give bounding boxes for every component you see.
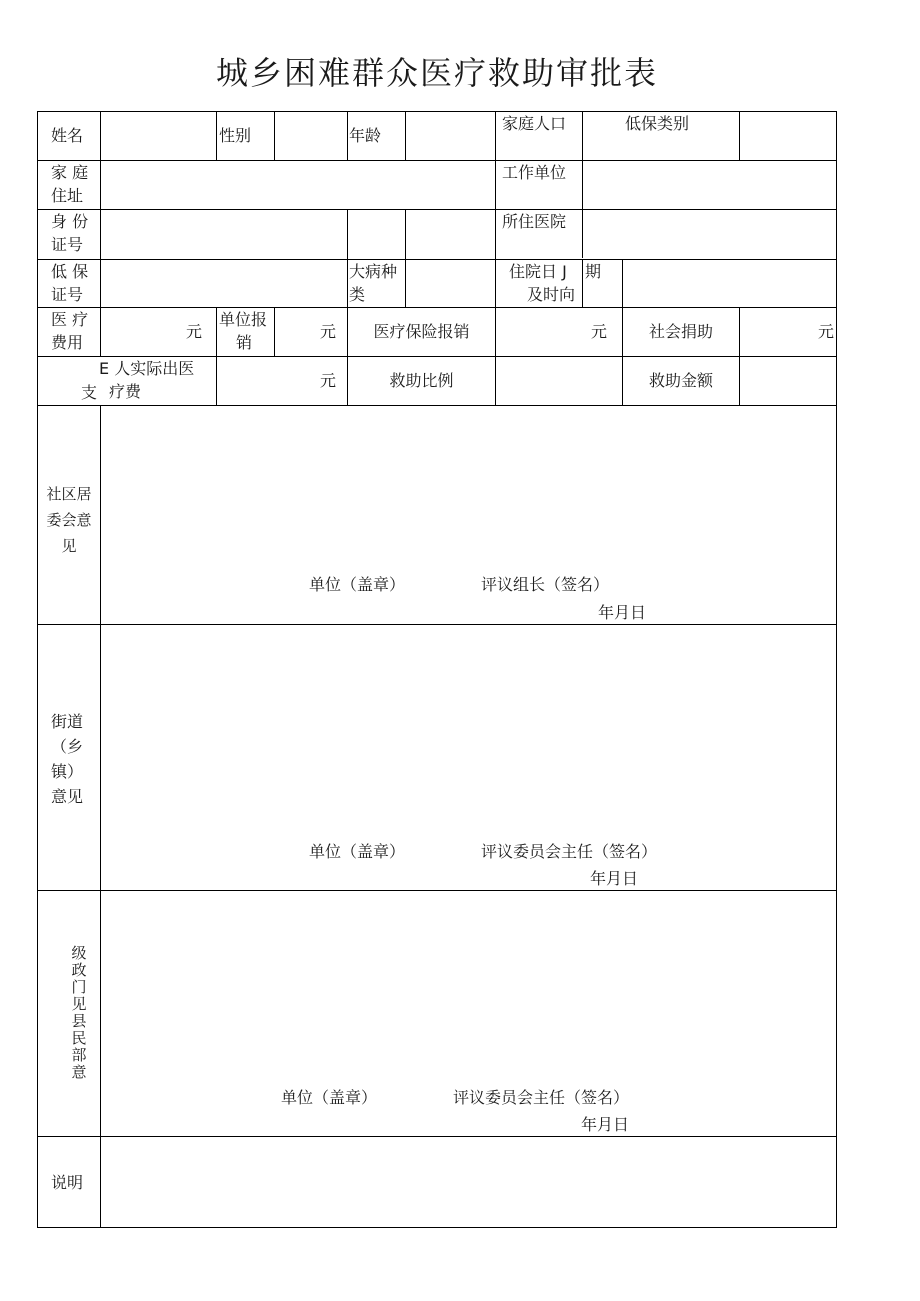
street-signature: 评议委员会主任（签名） [481, 842, 658, 861]
label-disease-line2: 类 [349, 285, 366, 304]
label-name: 姓名 [51, 126, 84, 145]
label-disease-line1: 大病种 [349, 262, 398, 281]
label-stay-suffix: 期 [585, 262, 602, 281]
community-signature: 评议组长（签名） [481, 575, 610, 594]
street-unit-seal: 单位（盖章） [309, 842, 406, 861]
label-stay-line1: 住院日 J [509, 262, 567, 281]
label-gender: 性别 [219, 126, 252, 145]
unit-yuan: 元 [320, 371, 337, 390]
label-id-line2: 证号 [51, 235, 84, 254]
unit-yuan: 元 [186, 322, 203, 341]
label-dibao-id-line2: 证号 [51, 285, 84, 304]
unit-yuan: 元 [818, 322, 835, 341]
label-address-line2: 住址 [51, 186, 84, 205]
community-date: 年月日 [598, 603, 647, 622]
label-cost-line2: 费用 [51, 333, 84, 352]
page-title: 城乡困难群众医疗救助审批表 [215, 54, 658, 92]
label-self-pay-line1: E 人实际出医 [99, 359, 195, 378]
label-stay-line2: 及时向 [527, 285, 576, 304]
street-label-line2: （乡 [51, 737, 84, 756]
label-dibao-type: 低保类别 [625, 114, 690, 133]
label-address-line1: 家 庭 [51, 163, 89, 182]
label-hospital: 所住医院 [502, 212, 567, 231]
label-ratio: 救助比例 [389, 371, 454, 390]
label-unit-reimb-line1: 单位报 [219, 310, 268, 329]
note-label: 说明 [51, 1173, 84, 1192]
label-dibao-id-line1: 低 保 [51, 262, 89, 281]
street-label-line4: 意见 [51, 787, 84, 806]
label-cost-line1: 医 疗 [51, 310, 89, 329]
county-date: 年月日 [581, 1115, 630, 1134]
label-amount: 救助金额 [648, 371, 713, 390]
approval-form [37, 111, 837, 1228]
street-label-line3: 镇） [51, 762, 84, 781]
label-self-pay-prefix: 支 [81, 383, 98, 402]
label-work-unit: 工作单位 [502, 163, 567, 182]
community-label: 社区居委会意见 [46, 485, 92, 555]
label-unit-reimb-line2: 销 [236, 333, 253, 352]
street-date: 年月日 [590, 869, 639, 888]
label-age: 年龄 [349, 126, 382, 145]
community-unit-seal: 单位（盖章） [309, 575, 406, 594]
county-label: 级政门见县民部意 [71, 944, 87, 1081]
label-donation: 社会捐助 [648, 322, 713, 341]
street-label-line1: 街道 [51, 712, 84, 731]
unit-yuan: 元 [591, 322, 608, 341]
label-insurance: 医疗保险报销 [373, 322, 470, 341]
label-household: 家庭人口 [502, 114, 567, 133]
county-signature: 评议委员会主任（签名） [453, 1088, 630, 1107]
unit-yuan: 元 [320, 322, 337, 341]
label-id-line1: 身 份 [51, 212, 89, 231]
label-self-pay-line2: 疗费 [109, 382, 142, 401]
county-unit-seal: 单位（盖章） [281, 1088, 378, 1107]
